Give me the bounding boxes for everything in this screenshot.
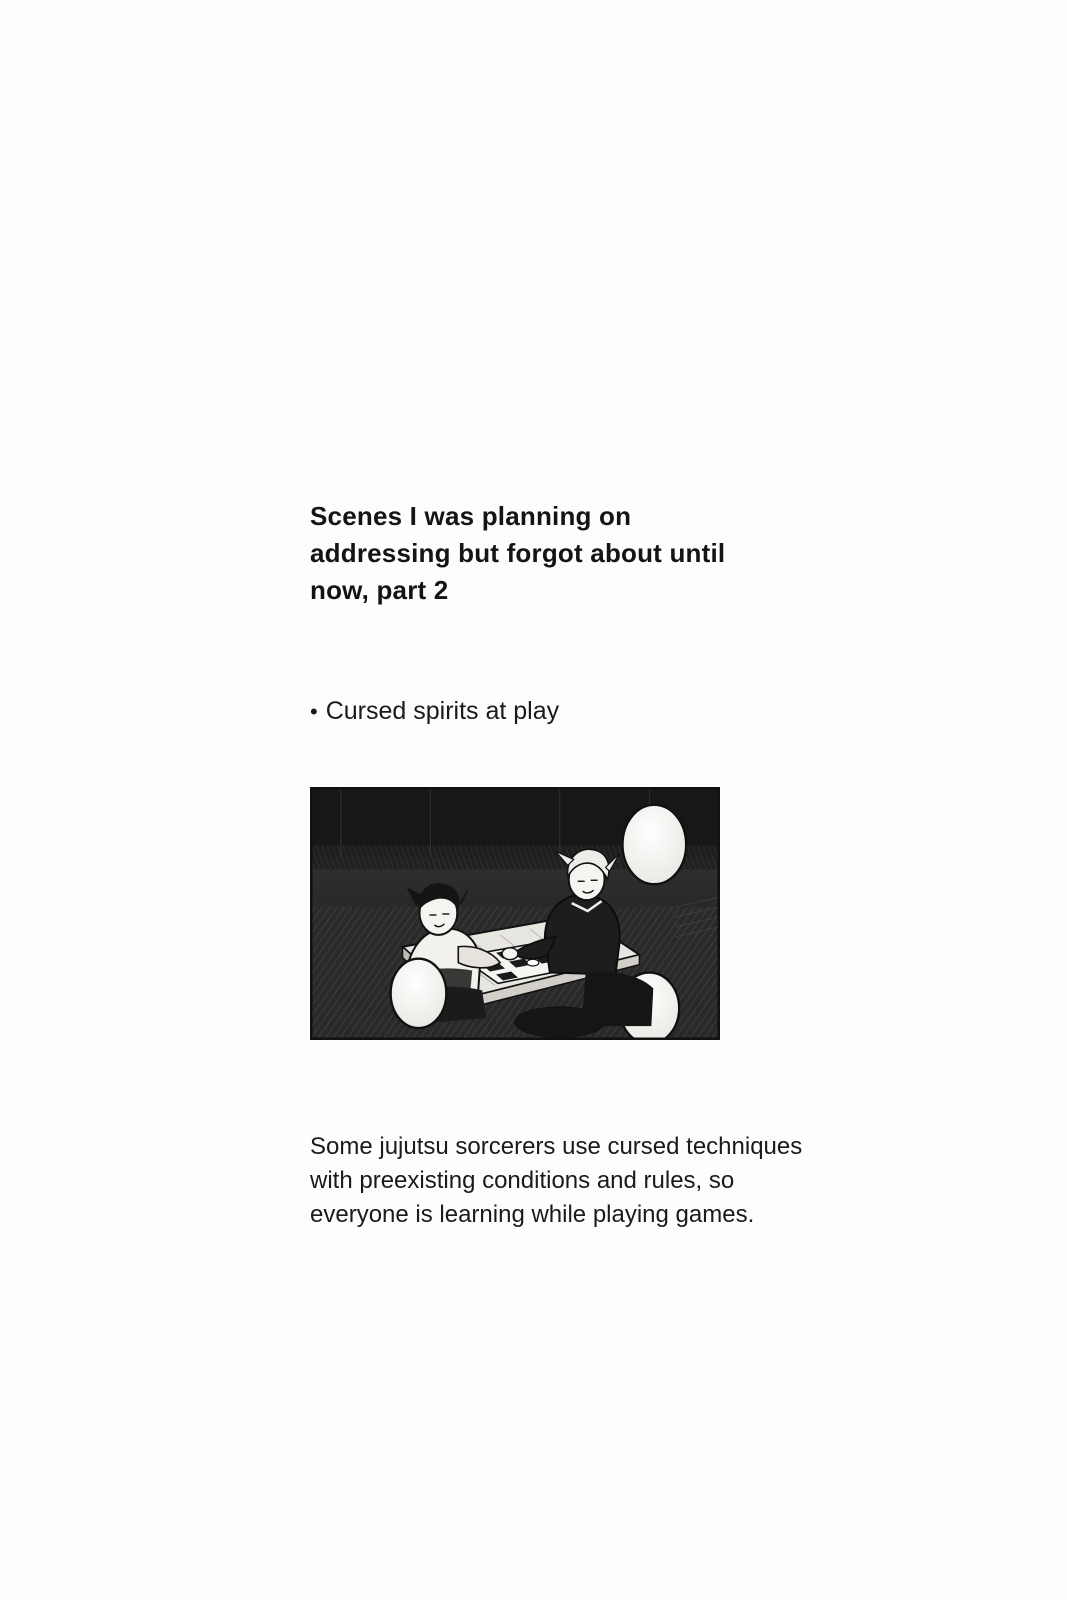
bullet-dot-icon: • <box>310 698 318 724</box>
bullet-item <box>310 695 780 728</box>
page-content <box>310 498 803 1256</box>
manga-panel-image <box>311 788 719 1039</box>
figure-caption: Some jujutsu sorcerers use cursed techniques with preexisting conditions and rules, so everyone is learning while playing games. <box>310 1133 803 1229</box>
manga-panel-figure <box>310 787 720 1040</box>
page-title: Scenes I was planning on addressing but forgot about until now, part 2 <box>310 501 726 605</box>
bullet-item-label: Cursed spirits at play <box>325 696 560 725</box>
